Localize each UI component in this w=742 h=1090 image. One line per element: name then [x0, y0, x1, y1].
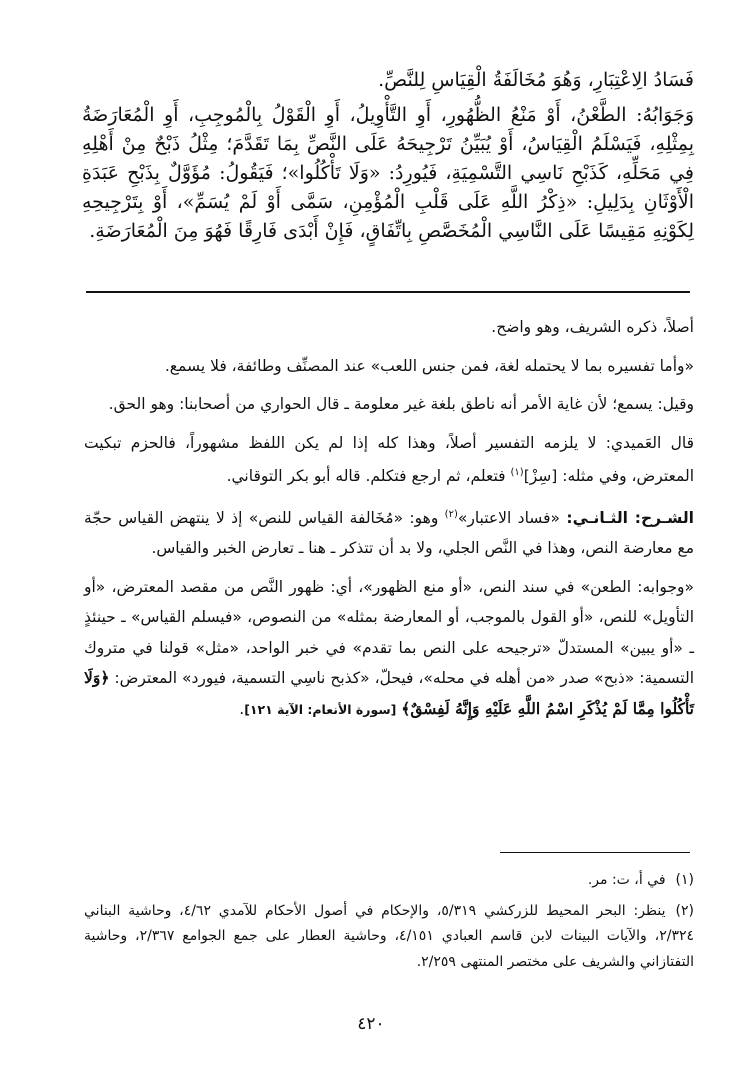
- sharh-section-label: الشـرح: الثـانـي:: [566, 508, 694, 527]
- matn-separator-line: [86, 291, 690, 293]
- footnote-number: (١): [675, 872, 694, 888]
- quran-verse: ﴿وَلَا تَأْكُلُوا مِمَّا لَمْ يُذْكَرِ اسْمُ اللَّهِ عَلَيْهِ وَإِنَّهُ لَفِسْقٌ﴾: [84, 668, 694, 718]
- matn-paragraph-2: وَجَوَابُهُ: الطَّعْنُ، أَوْ مَنْعُ الظُّهُورِ، أَوِ التَّأْوِيلُ، أَوِ الْقَوْلُ بِالْمُوجِبِ، أَوِ الْمُعَارَضَةُ بِمِثْلِهِ، فَيَسْلَمُ الْقِيَاسُ، أَوْ يُبَيِّنُ تَرْجِيحَهُ عَلَى النَّصِّ بِمَا تَقَدَّمَ؛ مِثْلُ ذَبْحٌ مِنْ أَهْلِهِ فِي مَحَلِّهِ، كَذَبْحِ نَاسِي التَّسْمِيَةِ، فَيُورِدُ: «وَلَا تَأْكُلُوا»؛ فَيَقُولُ: مُؤَوَّلٌ بِذَبْحِ عَبَدَةِ الْأَوْثَانِ بِدَلِيلِ: «ذِكْرُ اللَّهِ عَلَى قَلْبِ الْمُؤْمِنِ، سَمَّى أَوْ لَمْ يُسَمِّ»، أَوْ بِتَرْجِيحِهِ لِكَوْنِهِ مَقِيسًا عَلَى النَّاسِي الْمُخَصَّصِ بِاتِّفَاقٍ، فَإِنْ أَبْدَى فَارِقًا فَهُوَ مِنَ الْمُعَارَضَةِ.: [82, 104, 694, 242]
- matn-text-block: [82, 66, 694, 246]
- sharh-text-block: [84, 312, 694, 733]
- verse-reference: [سورة الأنعام: الآية ١٢١]: [244, 701, 397, 717]
- footnote-number: (٢): [675, 902, 694, 919]
- footnote-text: ينظر: البحر المحيط للزركشي ٥/٣١٩، والإحكام في أصول الأحكام للآمدي ٤/٦٢، وحاشية البناني ٢/٣٢٤، والآيات البينات لابن قاسم العبادي ٤/١٥١، وحاشية العطار على جمع الجوامع ٢/٣٦٧، وحاشية التفتازاني والشريف على مختصر المنتهى ٢/٢٥٩.: [84, 902, 695, 970]
- sharh-paragraph-4-text-a: قال العَميدي: لا يلزمه التفسير أصلاً، وهذا كله إذا لم يكن اللفظ مشهوراً، فالحزم تبكيت المعترض، وفي مثله: [سِزْ]: [84, 433, 694, 486]
- page-number: ٤٢٠: [357, 1014, 385, 1034]
- footnote-marker-1: (١): [510, 467, 524, 478]
- sharh-paragraph-5-text-a: «فساد الاعتبار»: [457, 508, 567, 527]
- sharh-paragraph-3: وقيل: يسمع؛ لأن غاية الأمر أنه ناطق بلغة غير معلومة ـ قال الحواري من أصحابنا: وهو الحق.: [108, 395, 694, 413]
- footnote-marker-2: (٢): [444, 508, 458, 520]
- sharh-paragraph-6-end: .: [239, 699, 245, 718]
- sharh-paragraph-2: «وأما تفسيره بما لا يحتمله لغة، فمن جنس اللعب» عند المصنِّف وطائفة، فلا يسمع.: [164, 356, 694, 375]
- sharh-paragraph-1: أصلاً، ذكره الشريف، وهو واضح.: [491, 318, 694, 336]
- footnote-separator-line: [500, 852, 690, 853]
- sharh-paragraph-6-text: «وجوابه: الطعن» في سند النص، «أو منع الظهور»، أي: ظهور النَّص من مقصد المعترض، «أو التأويل» للنص، «أو القول بالموجب، أو المعارضة بمثله» من النصوص، «فيسلم القياس» ـ حينئذٍ ـ «أو يبين» المستدلّ «ترجيحه على النص بما تقدم» في خبر الواحد، «مثل» قولنا في متروك التسمية: «ذبح» صدر «من أهله في محله»، فيحلّ، «كذبح ناسِي التسمية، فيورد» المعترض:: [84, 577, 694, 688]
- footnote-text: في أ، ت: مر.: [587, 872, 666, 888]
- sharh-paragraph-4: [84, 428, 694, 492]
- sharh-paragraph-5-text-b: وهو: «مُخَالفة القياس للنص» إذ لا ينتهض القياس حجّة مع معارضة النص، وهذا في النَّص الجلي، ولا بد أن تتذكر ـ هنا ـ تعارض الخبر والقياس.: [84, 508, 694, 558]
- sharh-paragraph-4-text-b: فتعلم، ثم ارجع فتكلم. قاله أبو بكر التوقاني.: [226, 467, 511, 486]
- sharh-paragraph-5: [84, 500, 694, 564]
- footnotes-block: [84, 868, 694, 980]
- matn-paragraph-1: فَسَادُ الِاعْتِبَارِ، وَهُوَ مُخَالَفَةُ الْقِيَاسِ لِلنَّصِّ.: [378, 69, 694, 91]
- footnote-1: [84, 868, 694, 894]
- sharh-paragraph-6: [84, 572, 694, 726]
- footnote-2: [84, 899, 694, 976]
